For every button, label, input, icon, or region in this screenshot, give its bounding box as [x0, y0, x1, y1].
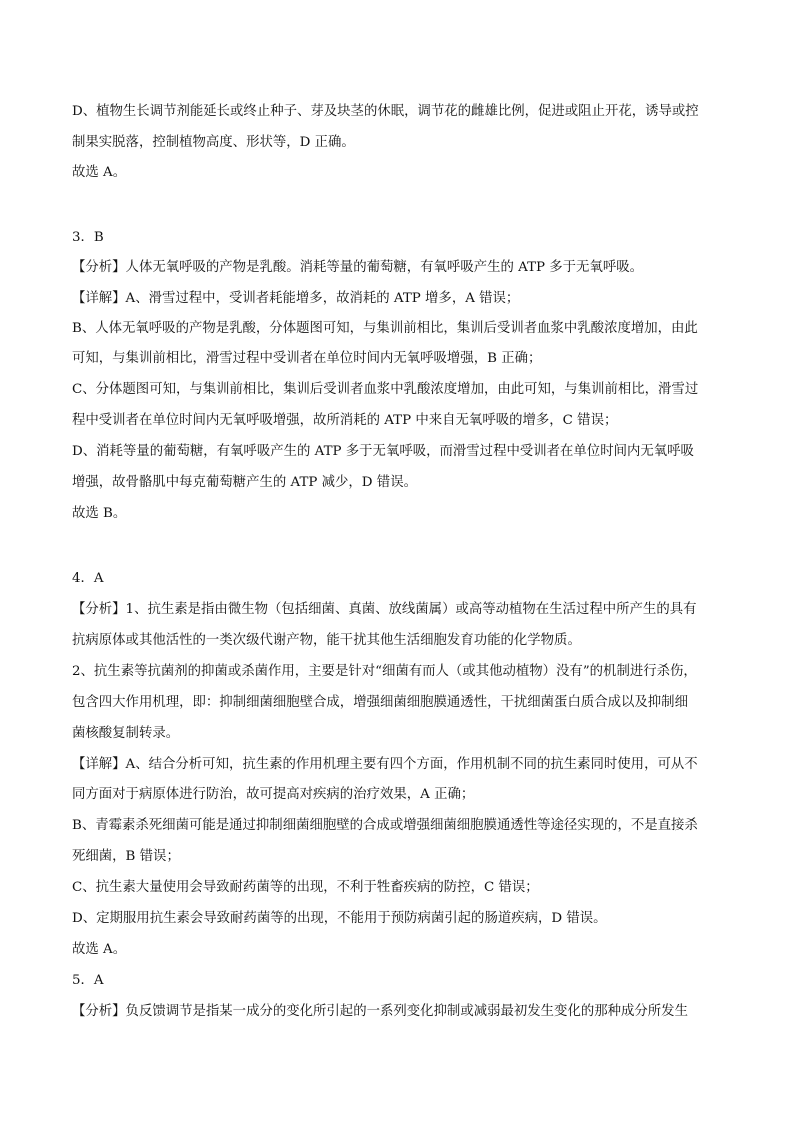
text-line: D、植物生长调节剂能延长或终止种子、芽及块茎的休眠，调节花的雌雄比例，促进或阻止开花，诱导或控	[72, 104, 699, 119]
question-number: 4．A	[72, 571, 104, 586]
analysis-line: 【分析】1、抗生素是指由微生物（包括细菌、真菌、放线菌属）或高等动植物在生活过程中所产生的具有	[72, 602, 697, 617]
text-line: C、抗生素大量使用会导致耐药菌等的出现，不利于牲畜疾病的防控，C 错误；	[72, 880, 539, 895]
text-line: 故选 A。	[72, 942, 127, 957]
text-line: D、消耗等量的葡萄糖，有氧呼吸产生的 ATP 多于无氧呼吸，而滑雪过程中受训者在单位时间内无氧呼吸	[72, 444, 694, 459]
detail-line: 【详解】A、结合分析可知，抗生素的作用机理主要有四个方面，作用机制不同的抗生素同时使用，可从不	[72, 757, 698, 772]
text-line: 故选 B。	[72, 506, 127, 521]
text-line: 菌核酸复制转录。	[72, 726, 180, 741]
text-line: 死细菌，B 错误；	[72, 849, 180, 864]
text-line: 包含四大作用机理，即：抑制细菌细胞壁合成，增强细菌细胞膜通透性，干扰细菌蛋白质合成以及抑制细	[72, 695, 688, 710]
detail-line: 【详解】A、滑雪过程中，受训者耗能增多，故消耗的 ATP 增多，A 错误；	[72, 291, 520, 306]
text-line: D、定期服用抗生素会导致耐药菌等的出现，不能用于预防病菌引起的肠道疾病，D 错误。	[72, 911, 607, 926]
text-line: C、分体题图可知，与集训前相比，集训后受训者血浆中乳酸浓度增加，由此可知，与集训前相比，滑雪过	[72, 382, 699, 397]
question-number: 3．B	[72, 230, 104, 245]
question-number: 5．A	[72, 973, 104, 988]
text-line: 2、抗生素等抗菌剂的抑菌或杀菌作用，主要是针对“细菌有而人（或其他动植物）没有”的机制进行杀伤，	[72, 664, 697, 679]
text-line: 程中受训者在单位时间内无氧呼吸增强，故所消耗的 ATP 中来自无氧呼吸的增多，C 错误；	[72, 413, 618, 428]
text-line: 可知，与集训前相比，滑雪过程中受训者在单位时间内无氧呼吸增强，B 正确；	[72, 351, 542, 366]
analysis-line: 【分析】负反馈调节是指某一成分的变化所引起的一系列变化抑制或减弱最初发生变化的那种成分所发生	[72, 1004, 688, 1019]
text-line: B、人体无氧呼吸的产物是乳酸，分体题图可知，与集训前相比，集训后受训者血浆中乳酸浓度增加，由此	[72, 321, 698, 336]
text-line: 制果实脱落，控制植物高度、形状等，D 正确。	[72, 135, 355, 150]
analysis-line: 【分析】人体无氧呼吸的产物是乳酸。消耗等量的葡萄糖，有氧呼吸产生的 ATP 多于无氧呼吸。	[72, 260, 644, 275]
text-line: 故选 A。	[72, 165, 127, 180]
text-line: 同方面对于病原体进行防治，故可提高对疾病的治疗效果，A 正确；	[72, 787, 475, 802]
text-line: 增强，故骨骼肌中每克葡萄糖产生的 ATP 减少，D 错误。	[72, 475, 417, 490]
text-line: B、青霉素杀死细菌可能是通过抑制细菌细胞壁的合成或增强细菌细胞膜通透性等途径实现的，不是直接杀	[72, 818, 698, 833]
text-line: 抗病原体或其他活性的一类次级代谢产物，能干扰其他生活细胞发育功能的化学物质。	[72, 633, 581, 648]
